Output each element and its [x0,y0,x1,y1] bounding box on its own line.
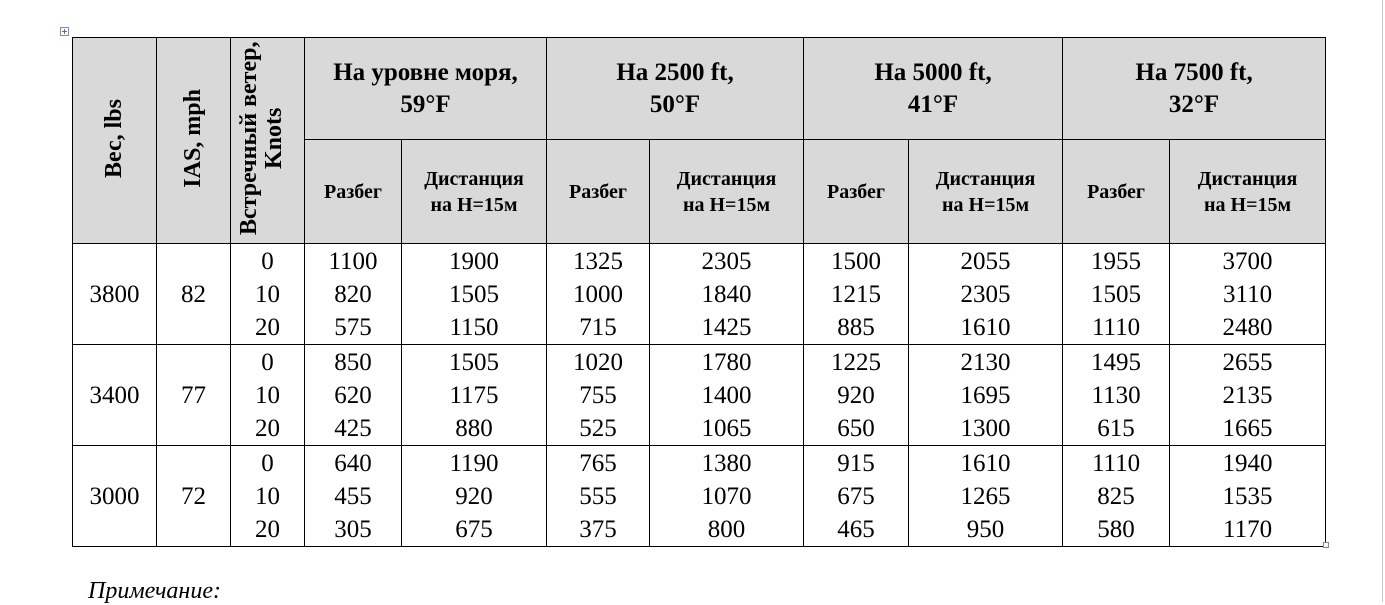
cell-value: 880 [455,414,493,442]
cell-value: 1190 [449,449,499,477]
distance-cell[interactable] [909,244,1063,345]
ground-roll-cell[interactable] [804,446,909,547]
subheader-distance: Дистанция на Н=15м [1170,140,1326,244]
cell-value: 10 [255,482,280,510]
note-heading: Примечание: [88,578,221,604]
ias-cell[interactable]: 82 [157,244,231,345]
cell-value: 1505 [449,348,499,376]
cell-value: 1065 [701,414,752,442]
subheader-ground-roll: Разбег [804,140,909,244]
cell-value: 305 [334,515,372,543]
cell-value: 465 [837,515,875,543]
headwind-cell[interactable] [231,446,305,547]
cell-value: 2135 [1222,381,1273,409]
distance-cell[interactable] [650,244,804,345]
ground-roll-cell[interactable] [804,345,909,446]
ground-roll-cell[interactable] [547,345,650,446]
cell-value: 580 [1097,515,1135,543]
subheader-distance: Дистанция на Н=15м [650,140,804,244]
subheader-ground-roll: Разбег [547,140,650,244]
cell-value: 2305 [960,280,1011,308]
cell-value: 885 [837,313,875,341]
distance-cell[interactable] [402,345,547,446]
cell-value: 1900 [449,247,499,275]
table-row [73,345,1326,446]
table-move-handle[interactable] [60,27,69,36]
cell-value: 1535 [1222,482,1273,510]
cell-value: 850 [334,348,372,376]
cell-value: 820 [334,280,372,308]
cell-value: 1150 [449,313,499,341]
table-row [73,244,1326,345]
cell-value: 755 [579,381,617,409]
subheader-ground-roll: Разбег [1063,140,1170,244]
ground-roll-cell[interactable] [305,345,402,446]
ground-roll-cell[interactable] [804,244,909,345]
headwind-cell[interactable] [231,345,305,446]
ground-roll-cell[interactable] [305,446,402,547]
cell-value: 375 [579,515,617,543]
ground-roll-cell[interactable] [1063,244,1170,345]
header-altitude-2500: На 2500 ft, 50°F [547,38,804,140]
ground-roll-cell[interactable] [547,446,650,547]
cell-value: 1780 [701,348,752,376]
cell-value: 1380 [701,449,752,477]
cell-value: 1110 [1091,449,1141,477]
cell-value: 800 [707,515,746,543]
distance-cell[interactable] [650,345,804,446]
distance-cell[interactable] [909,345,1063,446]
cell-value: 1400 [701,381,752,409]
cell-value: 575 [334,313,372,341]
ias-cell[interactable]: 77 [157,345,231,446]
header-altitude-sea-level: На уровне моря, 59°F [305,38,547,140]
cell-value: 675 [455,515,493,543]
weight-cell[interactable]: 3000 [73,446,157,547]
header-altitude-5000: На 5000 ft, 41°F [804,38,1063,140]
ground-roll-cell[interactable] [305,244,402,345]
cell-value: 1425 [701,313,752,341]
cell-value: 1265 [960,482,1011,510]
page-right-margin [1382,0,1383,602]
cell-value: 1175 [449,381,499,409]
cell-value: 0 [261,247,274,275]
cell-value: 2480 [1222,313,1273,341]
cell-value: 2130 [960,348,1011,376]
cell-value: 920 [455,482,493,510]
cell-value: 675 [837,482,875,510]
cell-value: 1840 [701,280,752,308]
ground-roll-cell[interactable] [1063,446,1170,547]
cell-value: 2055 [960,247,1011,275]
cell-value: 615 [1097,414,1135,442]
cell-value: 555 [579,482,617,510]
cell-value: 1695 [960,381,1011,409]
ground-roll-cell[interactable] [1063,345,1170,446]
cell-value: 10 [255,280,280,308]
distance-cell[interactable] [402,244,547,345]
distance-cell[interactable] [909,446,1063,547]
cell-value: 3700 [1222,247,1273,275]
cell-value: 1225 [831,348,882,376]
subheader-ground-roll: Разбег [305,140,402,244]
headwind-cell[interactable] [231,244,305,345]
cell-value: 1505 [1091,280,1142,308]
cell-value: 425 [334,414,372,442]
table-resize-handle[interactable] [1323,542,1329,548]
table-row [73,446,1326,547]
cell-value: 1505 [449,280,499,308]
cell-value: 825 [1097,482,1135,510]
cell-value: 1325 [573,247,624,275]
distance-cell[interactable] [1170,244,1326,345]
cell-value: 620 [334,381,372,409]
cell-value: 0 [261,348,274,376]
distance-cell[interactable] [650,446,804,547]
cell-value: 1215 [831,280,882,308]
cell-value: 920 [837,381,875,409]
header-altitude-7500: На 7500 ft, 32°F [1063,38,1326,140]
cell-value: 1500 [831,247,882,275]
cell-value: 1300 [960,414,1011,442]
cell-value: 1070 [701,482,752,510]
cell-value: 2305 [701,247,752,275]
cell-value: 1110 [1091,313,1141,341]
cell-value: 915 [837,449,875,477]
cell-value: 0 [261,449,274,477]
cell-value: 1940 [1222,449,1273,477]
cell-value: 1130 [1091,381,1141,409]
subheader-distance: Дистанция на Н=15м [402,140,547,244]
cell-value: 950 [966,515,1005,543]
cell-value: 1100 [328,247,378,275]
cell-value: 1665 [1222,414,1273,442]
subheader-distance: Дистанция на Н=15м [909,140,1063,244]
cell-value: 1495 [1091,348,1142,376]
cell-value: 1610 [960,313,1011,341]
takeoff-performance-table[interactable] [72,37,1326,547]
cell-value: 1170 [1223,515,1273,543]
cell-value: 455 [334,482,372,510]
cell-value: 1610 [960,449,1011,477]
distance-cell[interactable] [1170,446,1326,547]
cell-value: 715 [579,313,617,341]
distance-cell[interactable] [1170,345,1326,446]
table-body [73,244,1326,547]
cell-value: 525 [579,414,617,442]
cell-value: 650 [837,414,875,442]
cell-value: 1020 [573,348,624,376]
header-ias: IAS, mph [157,38,231,244]
header-headwind: Встречный ветер, Knots [231,38,305,244]
cell-value: 20 [255,414,280,442]
cell-value: 640 [334,449,372,477]
cell-value: 20 [255,313,280,341]
cell-value: 20 [255,515,280,543]
cell-value: 765 [579,449,617,477]
weight-cell[interactable]: 3400 [73,345,157,446]
ground-roll-cell[interactable] [547,244,650,345]
header-weight: Вес, lbs [73,38,157,244]
weight-cell[interactable]: 3800 [73,244,157,345]
ias-cell[interactable]: 72 [157,446,231,547]
cell-value: 1955 [1091,247,1142,275]
cell-value: 3110 [1223,280,1273,308]
cell-value: 10 [255,381,280,409]
cell-value: 1000 [573,280,624,308]
distance-cell[interactable] [402,446,547,547]
cell-value: 2655 [1222,348,1273,376]
